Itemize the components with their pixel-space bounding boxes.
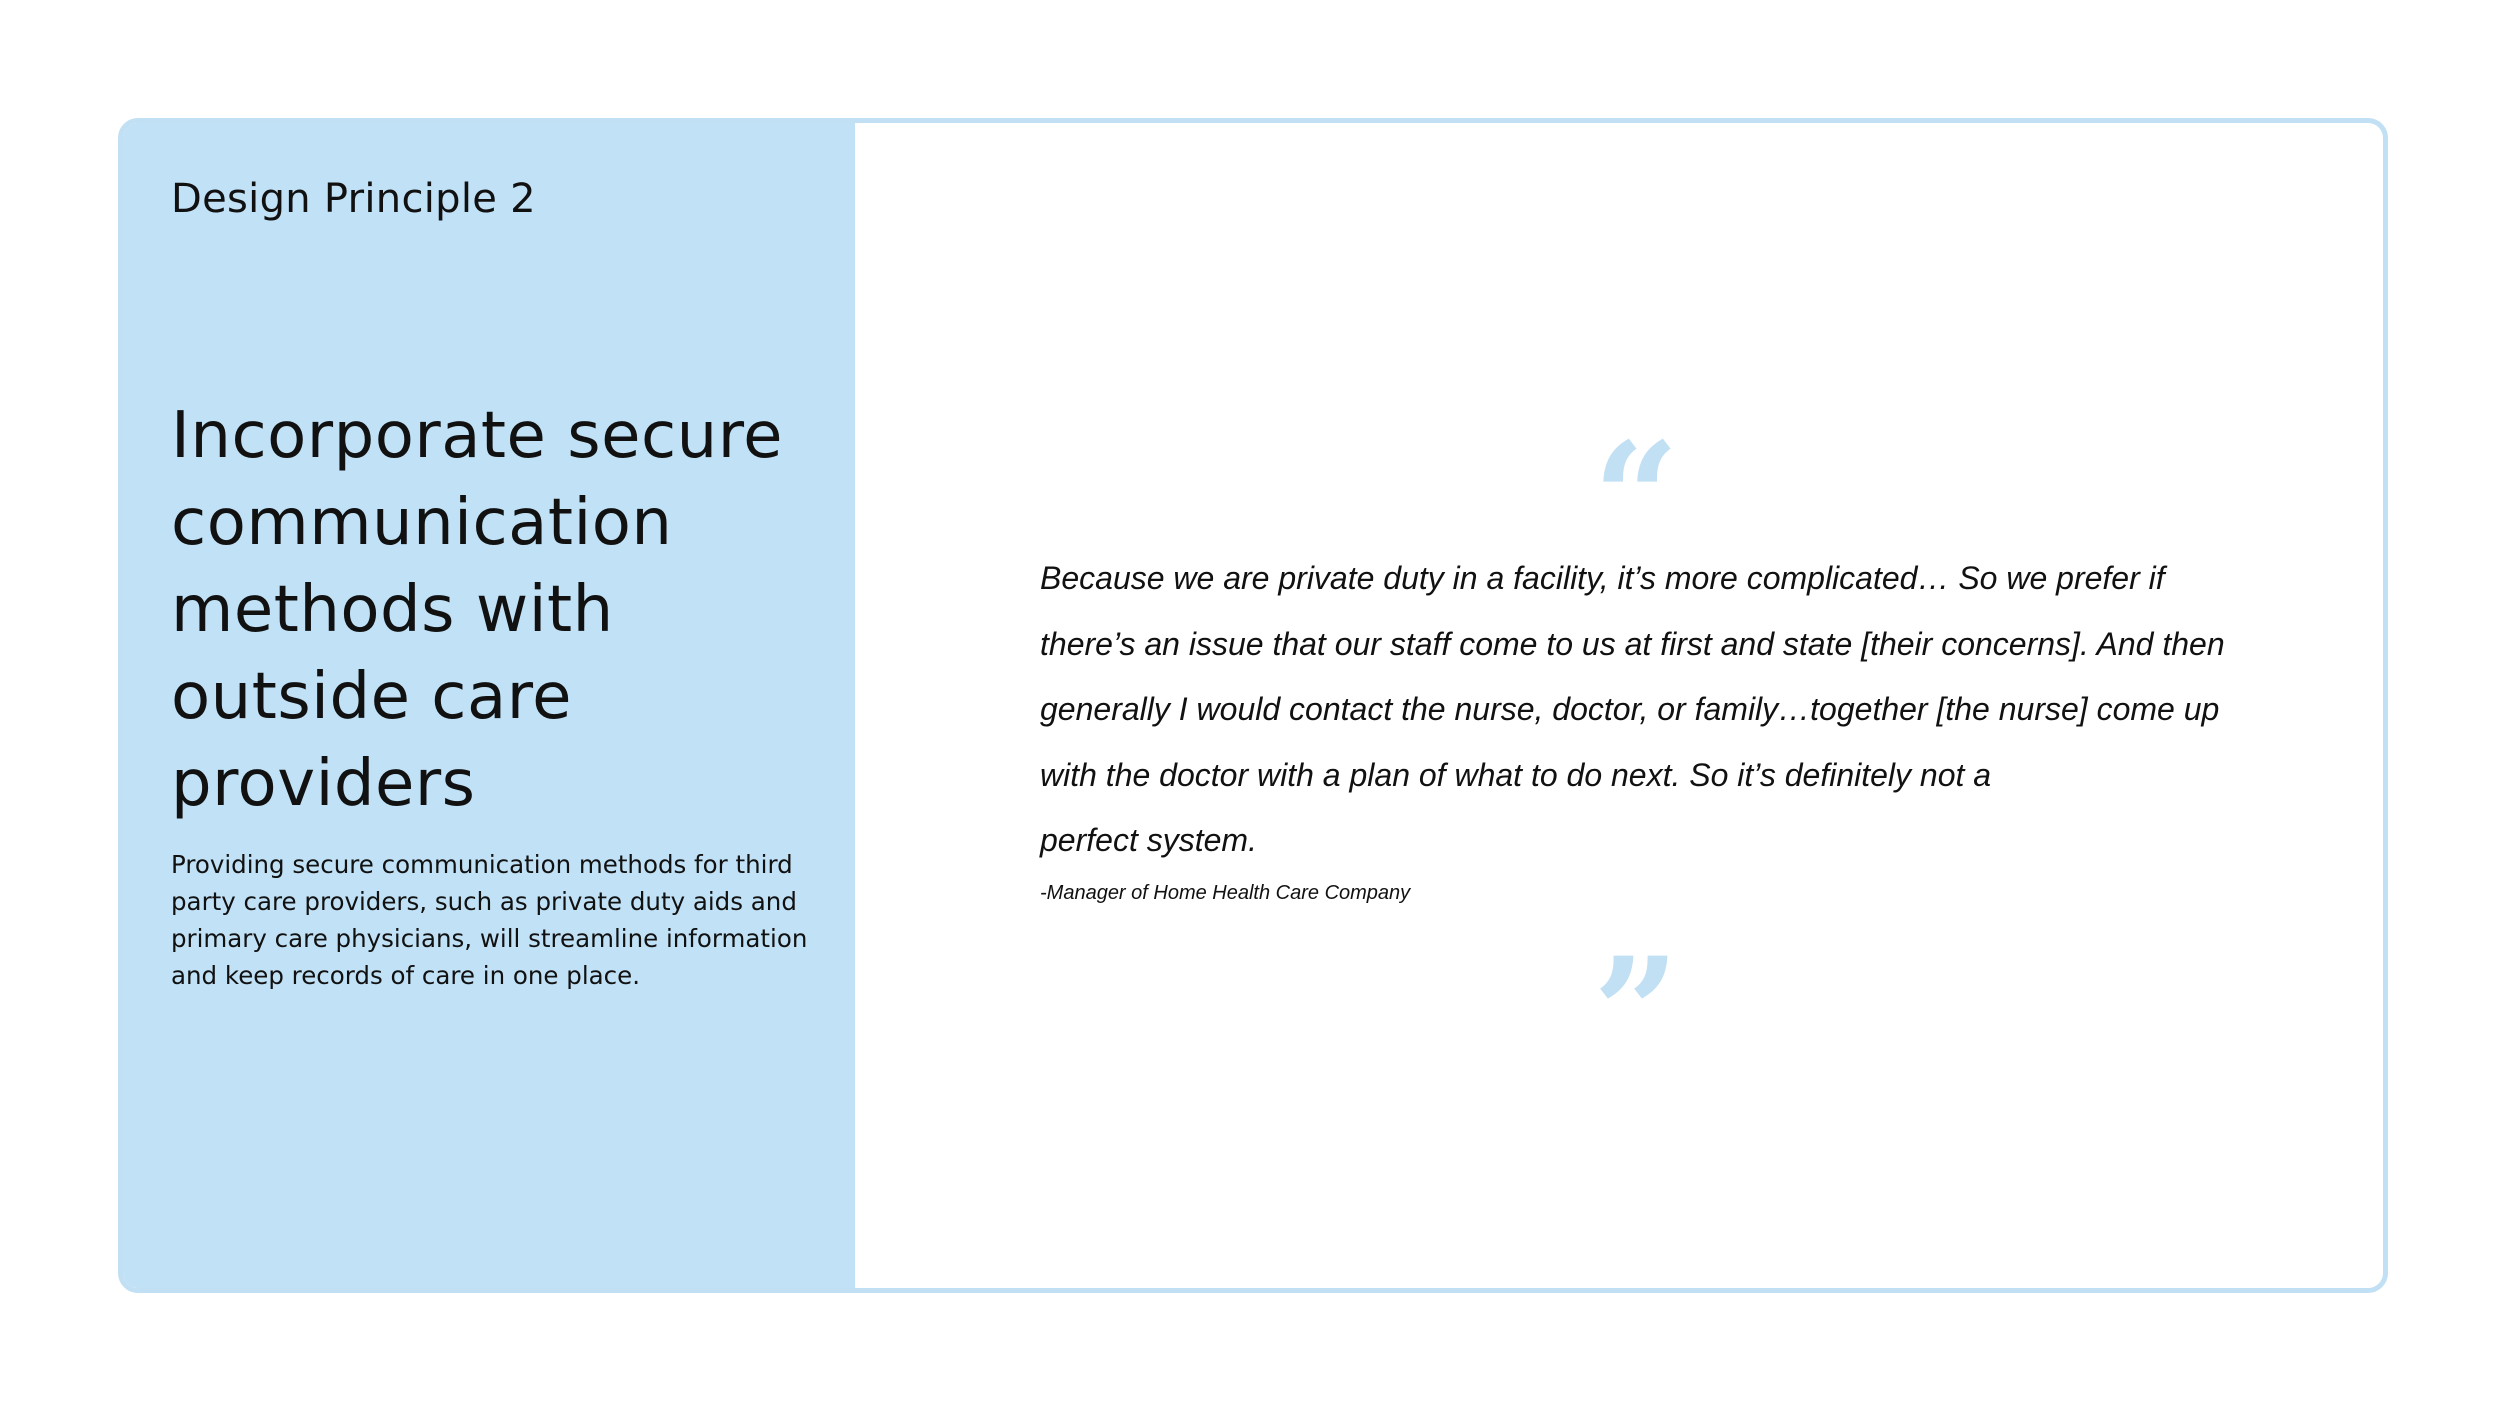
close-quote-icon: ” — [1593, 925, 1680, 1101]
principle-description: Providing secure communication methods for third party care providers, such as private duty aids and primary care physicians, will streamline information and keep records of care in one place. — [171, 850, 808, 990]
principle-headline: Incorporate secure communication methods with outside care providers — [171, 399, 783, 821]
principle-card — [118, 118, 2388, 1293]
quote-attribution: -Manager of Home Health Care Company — [1040, 882, 1411, 904]
open-quote-icon: “ — [1593, 410, 1680, 586]
principle-panel — [123, 123, 855, 1288]
testimonial-quote: Because we are private duty in a facility, it’s more complicated… So we prefer if there’s an issue that our staff come to us at first and state [their concerns]. And then generally I would contact the nurse, doctor, or family…together [the nurse] come up with the doctor with a plan of what to do next. So it’s definitely not a perfect system. — [1040, 560, 2225, 858]
principle-number: Design Principle 2 — [171, 176, 536, 222]
